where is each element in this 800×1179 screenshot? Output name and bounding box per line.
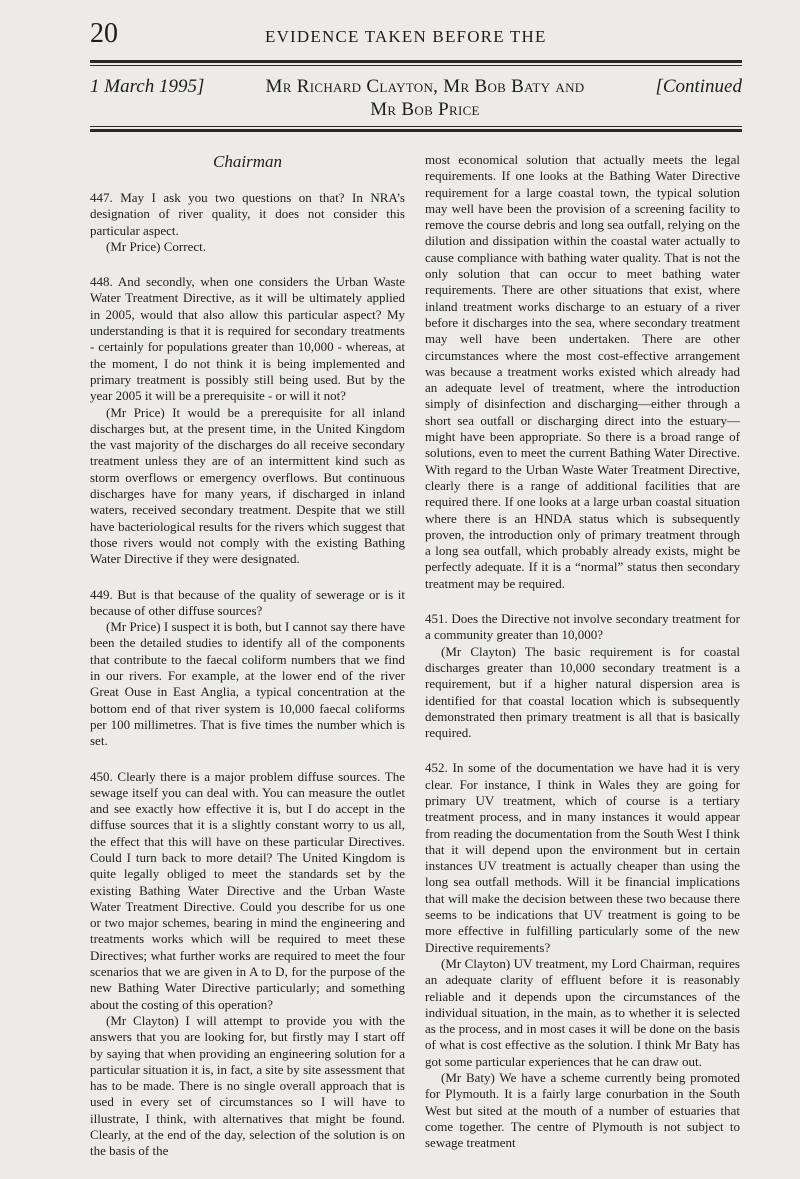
answer-paragraph: (Mr Clayton) I will attempt to provide you with the answers that you are looking for, but firstly may I start off by saying that when providing an engineering solution for a particular situation it is, in fact, a site by site assessment that has to be made. There is no single overall approach that is used in every set of circumstances so I will have to illustrate, I think, with alternatives that might be found. Clearly, at the end of the day, selection of the solution is on the basis of the bbox=[90, 1012, 405, 1159]
page-number: 20 bbox=[90, 18, 118, 49]
left-column bbox=[90, 152, 405, 1160]
header-rule-thick bbox=[90, 60, 742, 63]
session-meta bbox=[90, 75, 742, 125]
question-paragraph: 452. In some of the documentation we have had it is very clear. For instance, I think in Wales they are going for primary UV treatment, which of course is a tertiary treatment process, and in many instances it would appear from reading the documentation from the South West I think that it will depend upon the environment but in certain instances UV treatment is actually cheaper than using the long sea outfall methods. Will it be financial implications that will make the decision between these two because there seems to be indications that UV treatment is going to be more effective in fulfilling particularly some of the new Directive requirements? bbox=[425, 760, 740, 955]
meta-rule-thick bbox=[90, 129, 742, 132]
question-paragraph: 450. Clearly there is a major problem diffuse sources. The sewage itself you can deal with. You can measure the outlet and see exactly how effective it is, but I do accept in the diffuse sources that it is a slightly constant worry to us all, the effect that this will have on these particular Directives. Could I turn back to more detail? The United Kingdom is quite legally obliged to meet the standards set by the existing Bathing Water Directive and the Urban Waste Water Treatment Directive. Could you describe for us one or two major schemes, bearing in mind the engineering and treatments works which will be required to meet these Directives; what further works are required to meet the four scenarios that we are given in A to D, for the purpose of the new Bathing Water Directive particularly; and something about the costing of this operation? bbox=[90, 768, 405, 1012]
answer-continuation-paragraph: most economical solution that actually meets the legal requirements. If one looks at the Bathing Water Directive requirement for a large coastal town, the typical solution may well have been the provision of a screening facility to remove the course debris and long sea outfall, relying on the dilution and dissipation within the coastal water actually to cause compliance with bathing water quality. That is not the only solution that can occur to meet bathing water requirements. There are other situations that exist, where inland treatment works discharge to an estuary of a river before it discharges into the sea, where secondary treatment may well have been undertaken. There are other circumstances where the most cost-effective arrangement was because a treatment works existed which already had an adequate level of treatment, where the introduction simply of disinfection and discharging—either through a short sea outfall or discharging direct into the estuary—might have been appropriate. So there is a broad range of solutions, even to meet the current Bathing Water Directive. With regard to the Urban Waste Water Treatment Directive, clearly there is a range of additional facilities that are required there. If one looks at a large urban coastal situation where there is an HNDA status which is subsequently proven, the introduction only of primary treatment through a long sea outfall, which probably already exists, might be perfectly adequate. If it is a “normal” status then secondary treatment may be required. bbox=[425, 152, 740, 591]
session-date: 1 March 1995] bbox=[90, 76, 205, 97]
answer-paragraph: (Mr Price) I suspect it is both, but I cannot say there have been the detailed studies to identify all of the components that contribute to the faecal coliform numbers that we find in our rivers. For example, at the lower end of the river Great Ouse in East Anglia, a typical concentration at the bottom end of that river system is 10,000 faecal coliforms per 100 millimetres. That is five times the number which is set. bbox=[90, 619, 405, 749]
answer-paragraph: (Mr Price) Correct. bbox=[106, 238, 206, 254]
right-column bbox=[425, 152, 740, 1152]
page-header bbox=[90, 18, 742, 64]
answer-paragraph: (Mr Clayton) The basic requirement is for coastal discharges greater than 10,000 secondary treatment is a requirement, but if a higher natural dispersion area is identified for that coastal location which is subsequently demonstrated then primary treatment is all that is basically required. bbox=[425, 643, 740, 741]
answer-paragraph: (Mr Baty) We have a scheme currently being promoted for Plymouth. It is a fairly large conurbation in the South West but sited at the mouth of a number of estuaries that come together. The centre of Plymouth is not subject to sewage treatment bbox=[425, 1070, 740, 1151]
continued-label: [Continued bbox=[655, 76, 742, 97]
question-paragraph: 448. And secondly, when one considers the Urban Waste Water Treatment Directive, as it will be ultimately applied in 2005, would that also allow this particular aspect? My understanding is that it is required for secondary treatments - certainly for populations greater than 10,000 - whereas, at the moment, I do not think it is being implemented and primary treatment is possibly still being used. But by the year 2005 it will be a prerequisite - or will it not? bbox=[90, 274, 405, 404]
meta-rule-thin bbox=[90, 126, 742, 127]
answer-paragraph: (Mr Price) It would be a prerequisite for all inland discharges but, at the present time, in the United Kingdom the vast majority of the discharges do all receive secondary treatment unless they are of an intermittent kind such as storm overflows or emergency overflows. But continuous discharges have for many years, if discharged in inland waters, received secondary treatment. Despite that we still have bacteriological results for the rivers which suggest that those rivers would not comply with the existing Bathing Water Directive if they were designated. bbox=[90, 404, 405, 567]
question-paragraph: 449. But is that because of the quality of sewerage or is it because of other diffuse sources? bbox=[90, 586, 405, 618]
running-head: EVIDENCE TAKEN BEFORE THE bbox=[265, 27, 547, 46]
answer-paragraph: (Mr Clayton) UV treatment, my Lord Chairman, requires an adequate clarity of effluent before it is reasonably reliable and it depends upon the circumstances of the individual situation, in the main, as to whether it is selected as the process, and in most cases it will be done on the basis of what is cost effective as the solution. I think Mr Baty has got some particular experiences that he can draw out. bbox=[425, 955, 740, 1069]
header-rule-thin bbox=[90, 65, 742, 66]
question-paragraph: 451. Does the Directive not involve secondary treatment for a community greater than 10,000? bbox=[425, 611, 740, 643]
question-paragraph: 447. May I ask you two questions on that? In NRA’s designation of river quality, it does not consider this particular aspect. bbox=[90, 190, 405, 238]
witness-names: Mr Richard Clayton, Mr Bob Baty and Mr Bob Price bbox=[265, 76, 585, 120]
speaker-heading: Chairman bbox=[213, 152, 282, 171]
